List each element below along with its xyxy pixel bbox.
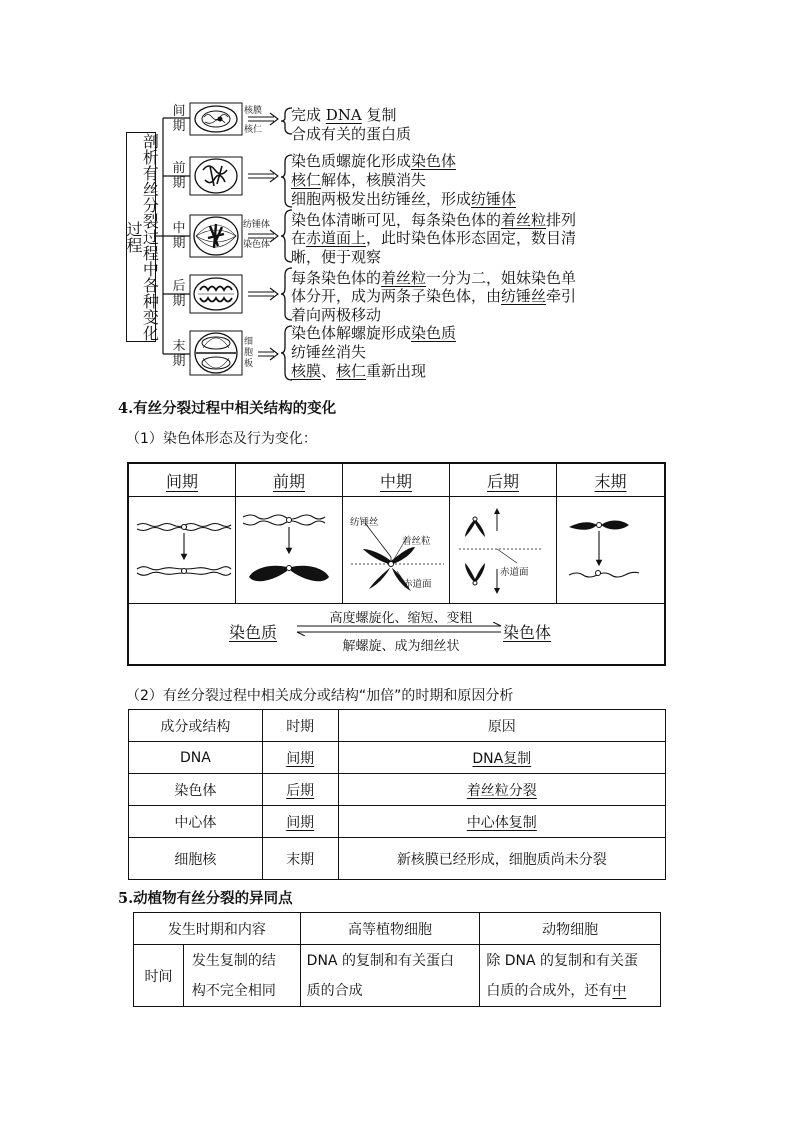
cmp-row-content: 发生复制的结 构不完全相同 bbox=[183, 945, 300, 1007]
th-reason: 原因 bbox=[338, 710, 665, 742]
section4-heading: 4.有丝分裂过程中相关结构的变化 bbox=[118, 400, 337, 417]
phase-header-interphase: 间期 bbox=[165, 471, 198, 491]
stage-desc-line: 每条染色体的着丝粒一分为二，姐妹染色单 bbox=[291, 269, 577, 287]
stage-name-metaphase: 中期 bbox=[172, 221, 186, 251]
transition-left: 染色质 bbox=[229, 623, 278, 642]
phase-header-telophase: 末期 bbox=[594, 471, 627, 491]
cmp-header-plant: 高等植物细胞 bbox=[300, 913, 480, 945]
transition-arrows bbox=[295, 622, 503, 636]
stage-desc-line: 核仁解体，核膜消失 bbox=[291, 171, 427, 189]
overview-side-label: 剖析有丝分裂过程中各种变化过程 bbox=[124, 133, 160, 341]
label-spindle-fiber: 纺锤丝 bbox=[350, 517, 379, 528]
stage-name-prophase: 前期 bbox=[172, 161, 186, 191]
table-row: 中心体 间期 中心体复制 bbox=[129, 806, 666, 838]
anaphase-chromosome bbox=[459, 511, 541, 591]
prophase-chromosome bbox=[243, 515, 329, 581]
stage-desc-line: 体分开，成为两条子染色体，由纺锤丝牵引 bbox=[291, 287, 577, 305]
stage-desc-line: 染色体解螺旋形成染色质 bbox=[291, 324, 457, 342]
chromosome-behavior-diagram bbox=[127, 462, 666, 666]
interphase-chromosome bbox=[137, 524, 231, 576]
stage-desc-line: 完成 DNA 复制 bbox=[291, 106, 397, 124]
table-row: 染色体 后期 着丝粒分裂 bbox=[129, 774, 666, 806]
tag-cell-plate: 细胞板 bbox=[244, 337, 254, 369]
transition-bottom: 解螺旋、成为细丝状 bbox=[342, 639, 460, 654]
stage-name-telophase: 末期 bbox=[172, 339, 186, 369]
label-equator-metaphase: 赤道面 bbox=[403, 579, 432, 590]
stage-desc-line: 合成有关的蛋白质 bbox=[291, 125, 412, 143]
tag-nucleolus: 核仁 bbox=[244, 125, 263, 135]
stage-desc-line: 染色体清晰可见，每条染色体的着丝粒排列 bbox=[291, 211, 577, 229]
cmp-row-time: 时间 bbox=[134, 945, 184, 1007]
telophase-chromosome bbox=[569, 521, 639, 578]
stage-desc-line: 在赤道面上，此时染色体形态固定，数目清 bbox=[291, 229, 577, 247]
chromosome-drawings bbox=[129, 497, 664, 603]
cmp-header-content: 发生时期和内容 bbox=[134, 913, 301, 945]
stage-desc-line: 着向两极移动 bbox=[291, 306, 382, 324]
stage-desc-line: 核膜、核仁重新出现 bbox=[291, 362, 427, 380]
stage-name-anaphase: 后期 bbox=[172, 279, 186, 309]
section5-heading: 5.动植物有丝分裂的异同点 bbox=[118, 890, 293, 907]
th-structure: 成分或结构 bbox=[129, 710, 263, 742]
phase-header-prophase: 前期 bbox=[272, 471, 305, 491]
table-row: DNA 间期 DNA复制 bbox=[129, 742, 666, 774]
tag-nuclear-membrane: 核膜 bbox=[244, 106, 263, 116]
phase-header-anaphase: 后期 bbox=[486, 471, 519, 491]
cmp-header-animal: 动物细胞 bbox=[480, 913, 661, 945]
label-equator-anaphase: 赤道面 bbox=[500, 567, 529, 578]
doubling-table bbox=[128, 709, 666, 880]
stage-desc-line: 晰，便于观察 bbox=[291, 248, 382, 266]
tag-chromosome: 染色体 bbox=[243, 240, 271, 250]
section4-sub2: （2）有丝分裂过程中相关成分或结构“加倍”的时期和原因分析 bbox=[126, 688, 514, 704]
tag-spindle: 纺锤体 bbox=[243, 220, 271, 230]
table-row: 细胞核 末期 新核膜已经形成，细胞质尚未分裂 bbox=[129, 838, 666, 880]
stage-desc-line: 染色质螺旋化形成染色体 bbox=[291, 152, 457, 170]
stage-desc-line: 纺锤丝消失 bbox=[291, 343, 367, 361]
comparison-table bbox=[133, 912, 661, 1007]
section4-sub1: （1）染色体形态及行为变化： bbox=[126, 431, 317, 447]
cmp-row-animal: 除 DNA 的复制和有关蛋 白质的合成外，还有中 bbox=[480, 945, 661, 1007]
phase-header-metaphase: 中期 bbox=[379, 471, 412, 491]
transition-top: 高度螺旋化、缩短、变粗 bbox=[329, 611, 473, 626]
stage-name-interphase: 间期 bbox=[172, 104, 186, 134]
stage-desc-line: 细胞两极发出纺锤丝，形成纺锤体 bbox=[291, 190, 517, 208]
label-centromere: 着丝粒 bbox=[402, 536, 431, 547]
transition-right: 染色体 bbox=[503, 623, 552, 642]
th-period: 时期 bbox=[262, 710, 338, 742]
cmp-row-plant: DNA 的复制和有关蛋白 质的合成 bbox=[300, 945, 480, 1007]
